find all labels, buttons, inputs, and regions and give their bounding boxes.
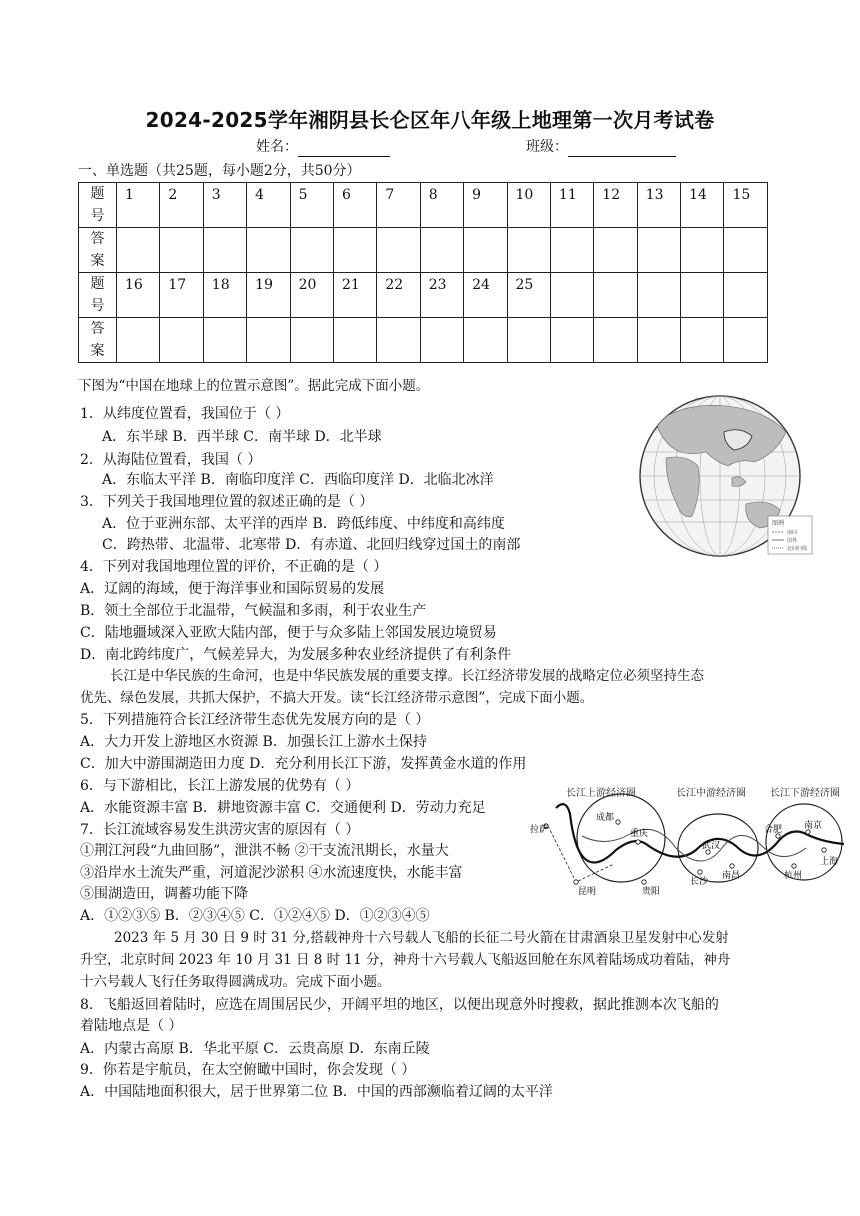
question-6: 6．与下游相比，长江上游发展的优势有（ ）: [80, 778, 360, 794]
question-number-cell: 2: [160, 183, 203, 228]
question-number-cell: 10: [507, 183, 550, 228]
zone-label-lower: 长江下游经济圈: [770, 788, 840, 799]
answer-cell[interactable]: [203, 318, 246, 363]
question-number-cell: 14: [681, 183, 724, 228]
question-number-cell: 13: [637, 183, 680, 228]
answer-cell[interactable]: [681, 318, 724, 363]
answer-cell[interactable]: [681, 228, 724, 273]
question-number-cell: 17: [160, 273, 203, 318]
row-label-ans-char: 答: [90, 321, 105, 337]
question-number-cell: 22: [377, 273, 420, 318]
intro-shenzhou-1: 2023 年 5 月 30 日 9 时 31 分,搭载神舟十六号载人飞船的长征二号火箭在甘肃酒泉卫星发射中心发射: [114, 930, 729, 946]
answer-cell[interactable]: [637, 318, 680, 363]
row-label-num-char: 题: [90, 186, 105, 202]
section-heading: 一、单选题（共25题，每小题2分，共50分）: [78, 163, 361, 179]
question-1: 1．从纬度位置看，我国位于（ ）: [80, 406, 290, 422]
city-chongqing: 重庆: [630, 829, 649, 839]
question-number-row: [79, 273, 768, 318]
globe-map-icon: [636, 392, 816, 560]
row-label-ans: [79, 228, 117, 273]
city-nanchang: 南昌: [722, 871, 741, 881]
question-1-options: A．东半球 B．西半球 C．南半球 D．北半球: [102, 429, 382, 445]
intro-yangtze-2: 优先、绿色发展，共抓大保护，不搞大开发。读“长江经济带示意图”，完成下面小题。: [80, 690, 594, 706]
question-7-items-12: ①荆江河段“九曲回肠”，泄洪不畅 ②干支流汛期长，水量大: [80, 843, 449, 859]
question-7-items-34: ③沿岸水土流失严重，河道泥沙淤积 ④水流速度快，水能丰富: [80, 865, 463, 881]
question-number-cell: 21: [333, 273, 376, 318]
question-5-options-ab: A．大力开发上游地区水资源 B．加强长江上游水土保持: [80, 734, 427, 750]
answer-cell[interactable]: [724, 228, 767, 273]
question-7: 7．长江流域容易发生洪涝灾害的原因有（ ）: [80, 822, 360, 838]
row-label-num-char: 题: [90, 276, 105, 292]
answer-cell[interactable]: [377, 318, 420, 363]
question-7-options: A．①②③⑤ B．②③④⑤ C．①②④⑤ D．①②③④⑤: [80, 908, 430, 924]
answer-cell[interactable]: [420, 318, 463, 363]
question-number-cell: 4: [247, 183, 290, 228]
answer-cell[interactable]: [117, 228, 160, 273]
city-hefei: 合肥: [764, 825, 783, 835]
globe-map-figure: [636, 392, 816, 560]
answer-cell[interactable]: [247, 228, 290, 273]
answer-cell[interactable]: [420, 228, 463, 273]
question-number-cell: 7: [377, 183, 420, 228]
question-number-cell: 24: [464, 273, 507, 318]
question-number-cell: [724, 273, 767, 318]
answer-cell[interactable]: [507, 228, 550, 273]
question-5-options-cd: C．加大中游围湖造田力度 D．充分利用长江下游，发挥黄金水道的作用: [80, 756, 527, 772]
question-2-options: A．东临太平洋 B．南临印度洋 C．西临印度洋 D．北临北冰洋: [102, 472, 494, 488]
question-3: 3．下列关于我国地理位置的叙述正确的是（ ）: [80, 494, 374, 510]
city-nanjing: 南京: [804, 821, 823, 831]
answer-cell[interactable]: [594, 228, 637, 273]
question-4-option-d: D．南北跨纬度广，气候差异大，为发展多种农业经济提供了有利条件: [80, 647, 512, 663]
question-number-cell: 5: [290, 183, 333, 228]
globe-legend-item-1: 国界: [787, 538, 798, 544]
answer-cell[interactable]: [203, 228, 246, 273]
row-label-ans-char: 案: [90, 253, 105, 269]
answer-cell[interactable]: [290, 228, 333, 273]
answer-row: [79, 228, 768, 273]
answer-cell[interactable]: [594, 318, 637, 363]
intro-globe: 下图为“中国在地球上的位置示意图”。据此完成下面小题。: [78, 378, 430, 394]
question-number-cell: 9: [464, 183, 507, 228]
answer-cell[interactable]: [160, 228, 203, 273]
question-6-options: A．水能资源丰富 B．耕地资源丰富 C．交通便利 D．劳动力充足: [80, 800, 486, 816]
question-4: 4．下列对我国地理位置的评价，不正确的是（ ）: [80, 559, 388, 575]
city-changsha: 长沙: [690, 877, 709, 887]
answer-cell[interactable]: [550, 318, 593, 363]
question-4-option-b: B．领土全部位于北温带，气候温和多雨，利于农业生产: [80, 603, 427, 619]
question-number-cell: [550, 273, 593, 318]
city-wuhan: 武汉: [702, 841, 721, 851]
question-number-cell: 1: [117, 183, 160, 228]
class-field[interactable]: [526, 137, 676, 157]
row-label-ans: [79, 318, 117, 363]
intro-yangtze-1: 长江是中华民族的生命河，也是中华民族发展的重要支撑。长江经济带发展的战略定位必须坚持生态: [110, 668, 704, 684]
class-label: 班级：: [526, 139, 568, 155]
city-kunming: 昆明: [578, 887, 597, 897]
answer-cell[interactable]: [637, 228, 680, 273]
question-number-cell: 12: [594, 183, 637, 228]
page-title: 2024-2025学年湘阴县长仑区年八年级上地理第一次月考试卷: [145, 108, 715, 132]
zone-label-upper: 长江上游经济圈: [566, 788, 636, 799]
row-label-num-char: 号: [90, 208, 105, 224]
question-7-item-5: ⑤围湖造田，调蓄功能下降: [80, 886, 248, 902]
answer-cell[interactable]: [507, 318, 550, 363]
row-label-num: [79, 183, 117, 228]
row-label-num-char: 号: [90, 298, 105, 314]
question-9-options-ab: A．中国陆地面积很大，居于世界第二位 B．中国的西部濒临着辽阔的太平洋: [80, 1084, 553, 1100]
question-number-cell: 18: [203, 273, 246, 318]
answer-cell[interactable]: [290, 318, 333, 363]
zone-label-middle: 长江中游经济圈: [676, 788, 746, 799]
question-9: 9．你若是宇航员，在太空俯瞰中国时，你会发现（ ）: [80, 1062, 416, 1078]
answer-cell[interactable]: [160, 318, 203, 363]
row-label-ans-char: 案: [90, 343, 105, 359]
question-8-line1: 8．飞船返回着陆时，应选在周围居民少，开阔平坦的地区，以便出现意外时搜救，据此推测本次飞船的: [80, 997, 719, 1013]
city-shanghai: 上海: [820, 857, 839, 867]
question-number-cell: 3: [203, 183, 246, 228]
question-number-cell: 11: [550, 183, 593, 228]
yangtze-belt-figure: [526, 778, 850, 906]
row-label-num: [79, 273, 117, 318]
answer-cell[interactable]: [464, 228, 507, 273]
globe-legend-title: 图例: [772, 520, 785, 527]
answer-cell[interactable]: [247, 318, 290, 363]
globe-legend-item-2: 北回归线: [787, 546, 808, 552]
question-number-cell: 19: [247, 273, 290, 318]
question-8-options: A．内蒙古高原 B．华北平原 C．云贵高原 D．东南丘陵: [80, 1041, 430, 1057]
question-4-option-c: C．陆地疆域深入亚欧大陆内部，便于与众多陆上邻国发展边境贸易: [80, 625, 497, 641]
question-number-cell: 23: [420, 273, 463, 318]
answer-cell[interactable]: [333, 228, 376, 273]
intro-shenzhou-2: 升空，北京时间 2023 年 10 月 31 日 8 时 11 分，神舟十六号载人飞船返回舱在东风着陆场成功着陆，神舟: [80, 952, 731, 968]
name-label: 姓名：: [256, 139, 298, 155]
question-number-cell: 20: [290, 273, 333, 318]
question-8-line2: 着陆地点是（ ）: [80, 1018, 183, 1034]
answer-cell[interactable]: [377, 228, 420, 273]
answer-row: [79, 318, 768, 363]
question-number-cell: 6: [333, 183, 376, 228]
city-guiyang: 贵阳: [642, 887, 661, 897]
question-2: 2．从海陆位置看，我国（ ）: [80, 452, 262, 468]
name-field[interactable]: [256, 137, 390, 157]
question-3-options-ab: A．位于亚洲东部、太平洋的西岸 B．跨低纬度、中纬度和高纬度: [102, 516, 505, 532]
question-5: 5．下列措施符合长江经济带生态优先发展方向的是（ ）: [80, 712, 430, 728]
question-number-cell: 15: [724, 183, 767, 228]
answer-table: [78, 182, 768, 363]
city-hangzhou: 杭州: [784, 871, 803, 881]
city-lhasa: 拉萨: [530, 825, 549, 835]
row-label-ans-char: 答: [90, 231, 105, 247]
answer-cell[interactable]: [724, 318, 767, 363]
question-number-cell: [637, 273, 680, 318]
globe-legend-item-0: 南回: [787, 530, 798, 536]
question-number-row: [79, 183, 768, 228]
intro-shenzhou-3: 十六号载人飞行任务取得圆满成功。完成下面小题。: [80, 974, 391, 990]
answer-cell[interactable]: [333, 318, 376, 363]
question-number-cell: [681, 273, 724, 318]
question-4-option-a: A．辽阔的海域，便于海洋事业和国际贸易的发展: [80, 581, 385, 597]
question-3-options-cd: C．跨热带、北温带、北寒带 D．有赤道、北回归线穿过国土的南部: [102, 537, 521, 553]
question-number-cell: 16: [117, 273, 160, 318]
question-number-cell: [594, 273, 637, 318]
name-blank[interactable]: [298, 141, 390, 157]
answer-cell[interactable]: [117, 318, 160, 363]
question-number-cell: 8: [420, 183, 463, 228]
class-blank[interactable]: [568, 141, 676, 157]
question-number-cell: 25: [507, 273, 550, 318]
city-chengdu: 成都: [596, 813, 615, 823]
answer-cell[interactable]: [464, 318, 507, 363]
answer-cell[interactable]: [550, 228, 593, 273]
